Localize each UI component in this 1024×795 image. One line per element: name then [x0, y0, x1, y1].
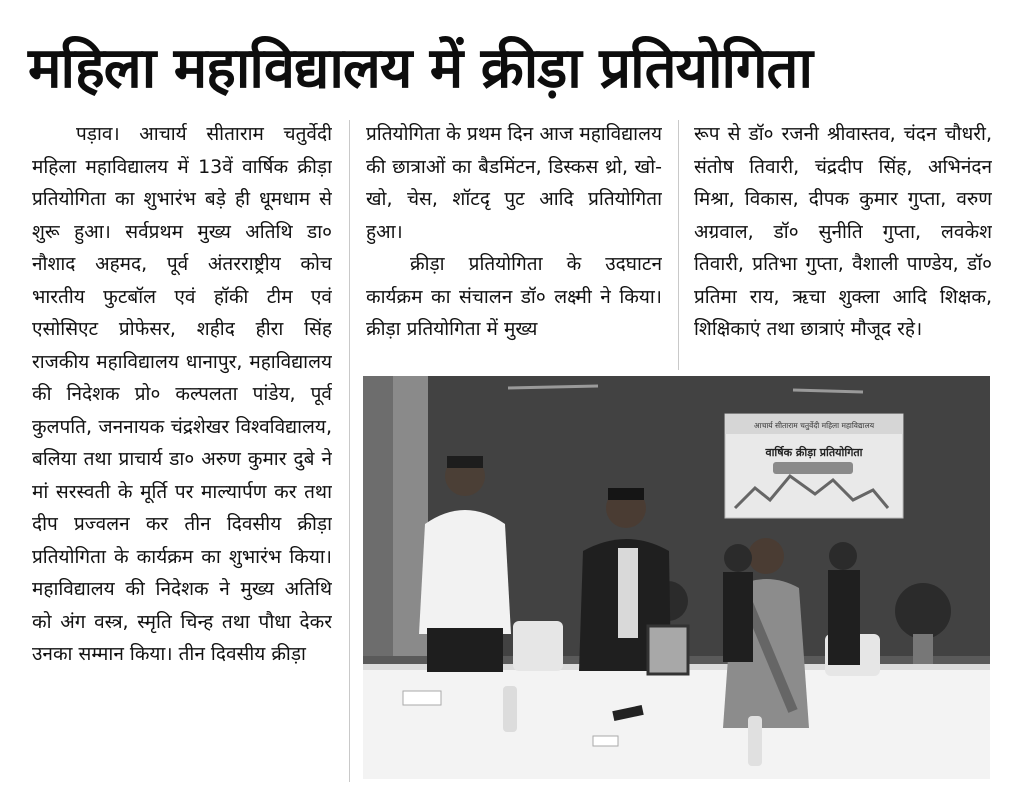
event-banner — [725, 414, 903, 518]
memento-frame — [648, 626, 688, 674]
article-column-3 — [694, 118, 992, 368]
column1-paragraph: पड़ाव। आचार्य सीताराम चतुर्वेदी महिला महाविद्यालय में 13वें वार्षिक क्रीड़ा प्रतियोगिता का शुभारंभ बड़े ही धूमधाम से शुरू हुआ। सर्वप्रथम मुख्य अतिथि डा० नौशाद अहमद, पूर्व अंतरराष्ट्रीय कोच भारतीय फुटबॉल एवं हॉकी टीम एवं एसोसिएट प्रोफेसर, शहीद हीरा सिंह राजकीय महाविद्यालय धानापुर, महाविद्यालय की निदेशक प्रो० कल्पलता पांडेय, पूर्व कुलपति, जननायक चंद्रशेखर विश्वविद्यालय, बलिया तथा प्राचार्य डा० अरुण कुमार दुबे ने मां सरस्वती के मूर्ति पर माल्यार्पण कर तथा दीप प्रज्वलन कर तीन दिवसीय क्रीड़ा प्रतियोगिता के कार्यक्रम का शुभारंभ किया। महाविद्यालय की निदेशक ने मुख्य अतिथि को अंग वस्त्र, स्मृति चिन्ह तथा पौधा देकर उनका सम्मान किया। तीन दिवसीय क्रीड़ा — [32, 123, 332, 665]
column3-paragraph: रूप से डॉ० रजनी श्रीवास्तव, चंदन चौधरी, संतोष तिवारी, चंद्रदीप सिंह, अभिनंदन मिश्रा, विकास, दीपक कुमार गुप्ता, वरुण अग्रवाल, डॉ० सुनीति गुप्ता, लवकेश तिवारी, प्रतिभा गुप्ता, वैशाली पाण्डेय, डॉ० प्रतिमा राय, ऋचा शुक्ला आदि शिक्षक, शिक्षिकाएं तथा छात्राएं मौजूद रहे। — [694, 123, 992, 340]
banner-line-1: आचार्य सीताराम चतुर्वेदी महिला महाविद्यालय — [753, 421, 875, 430]
column-divider — [678, 120, 679, 370]
column2-paragraph-2: क्रीड़ा प्रतियोगिता के उदघाटन कार्यक्रम का संचालन डॉ० लक्ष्मी ने किया। क्रीड़ा प्रतियोगिता में मुख्य — [366, 253, 662, 340]
column-divider — [349, 120, 350, 785]
event-photo — [363, 376, 990, 779]
headline: महिला महाविद्यालय में क्रीड़ा प्रतियोगिता — [28, 36, 812, 101]
page-bottom-edge — [0, 782, 1024, 795]
event-photo-illustration — [363, 376, 990, 779]
article-column-1 — [32, 118, 332, 786]
column2-paragraph-1: प्रतियोगिता के प्रथम दिन आज महाविद्यालय की छात्राओं का बैडमिंटन, डिस्कस थ्रो, खो-खो, चेस, शॉटदृ पुट आदि प्रतियोगिता हुआ। — [366, 123, 662, 243]
article-column-2 — [366, 118, 662, 368]
banner-line-2: वार्षिक क्रीड़ा प्रतियोगिता — [765, 446, 863, 459]
